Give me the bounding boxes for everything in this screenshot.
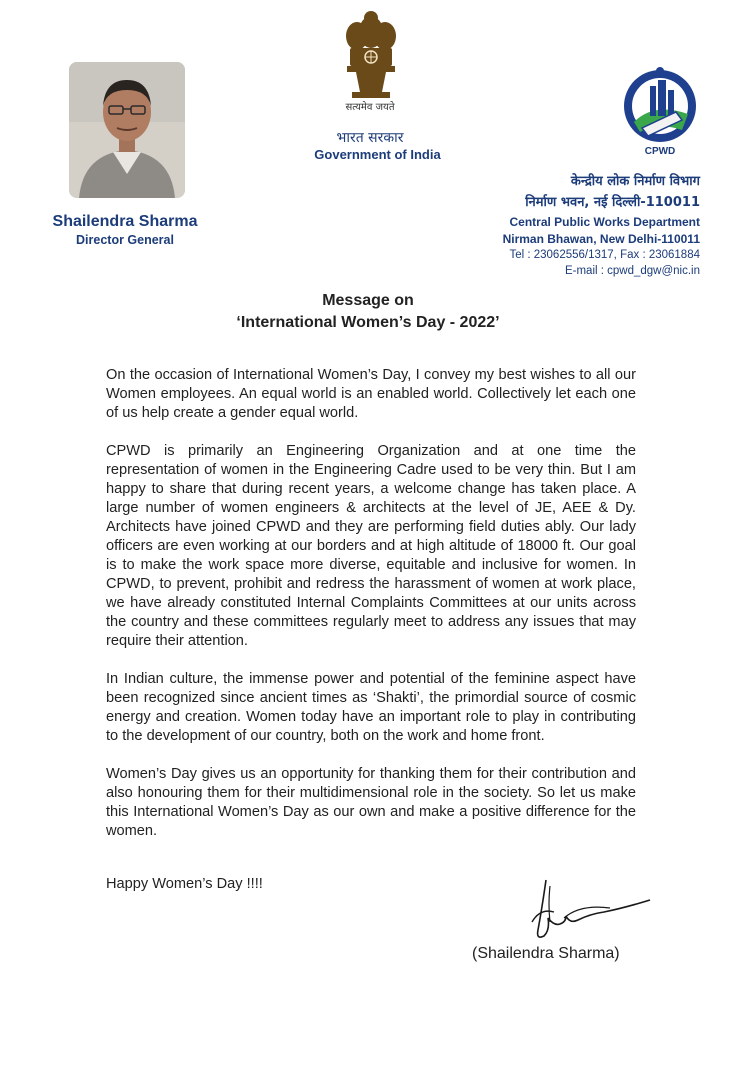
government-name-english: Government of India [314,147,441,162]
department-telephone: Tel : 23062556/1317, Fax : 23061884 [509,249,700,261]
message-title: ‘International Women’s Day - 2022’ [236,314,500,331]
signature-icon [520,878,655,948]
department-address-hindi: निर्माण भवन, नई दिल्ली-110011 [525,195,700,210]
emblem-motto: सत्यमेव जयते [345,102,395,113]
closing-line: Happy Women’s Day !!!! [106,876,263,892]
director-portrait-image [69,62,185,198]
paragraph: In Indian culture, the immense power and potential of the feminine aspect have been recognized since ancient times as ‘Shakti’, the primordial source of cosmic energy and creation. Women today have an important role to play in contributing to the development of our country, both on the work and home front. [106,671,636,744]
director-name: Shailendra Sharma [52,213,198,230]
paragraph: CPWD is primarily an Engineering Organization and at one time the representation of women in the Engineering Cadre used to be very thin. But I am happy to share that during recent years, a welcome change has taken place. A large number of women engineers & architects at the level of JE, AEE & Dy. Architects have joined CPWD and they are performing field duties ably. Our lady officers are even working at our borders and at high altitude of 18000 ft. Our goal is to make the work space more diverse, equitable and inclusive for women. In CPWD, to prevent, prohibit and redress the harassment of women at work place, we have already constituted Internal Complaints Committees at our units across the country and these committees regularly meet to address any issues that may require their attention. [106,443,636,649]
government-name-hindi: भारत सरकार [336,130,404,146]
department-name-english: Central Public Works Department [509,215,700,229]
director-photo [69,62,185,198]
signatory-name: (Shailendra Sharma) [472,945,620,962]
message-body [106,366,636,860]
cpwd-logo-text: CPWD [644,146,676,157]
paragraph: On the occasion of International Women’s Day, I convey my best wishes to all our Women employees. An equal world is an enabled world. Collectively let each one of us help create a gender equal world. [106,367,636,421]
message-heading: Message on [322,292,414,309]
director-title: Director General [76,233,174,247]
department-email: E-mail : cpwd_dgw@nic.in [564,265,700,277]
department-name-hindi: केन्द्रीय लोक निर्माण विभाग [570,174,700,189]
cpwd-logo-icon [620,64,700,150]
national-emblem-icon [340,10,402,102]
department-address: Nirman Bhawan, New Delhi-110011 [502,232,700,246]
paragraph: Women’s Day gives us an opportunity for thanking them for their contribution and also honouring them for their multidimensional role in the society. So let us make this International Women’s Day as our own and make a positive difference for the women. [106,766,636,839]
